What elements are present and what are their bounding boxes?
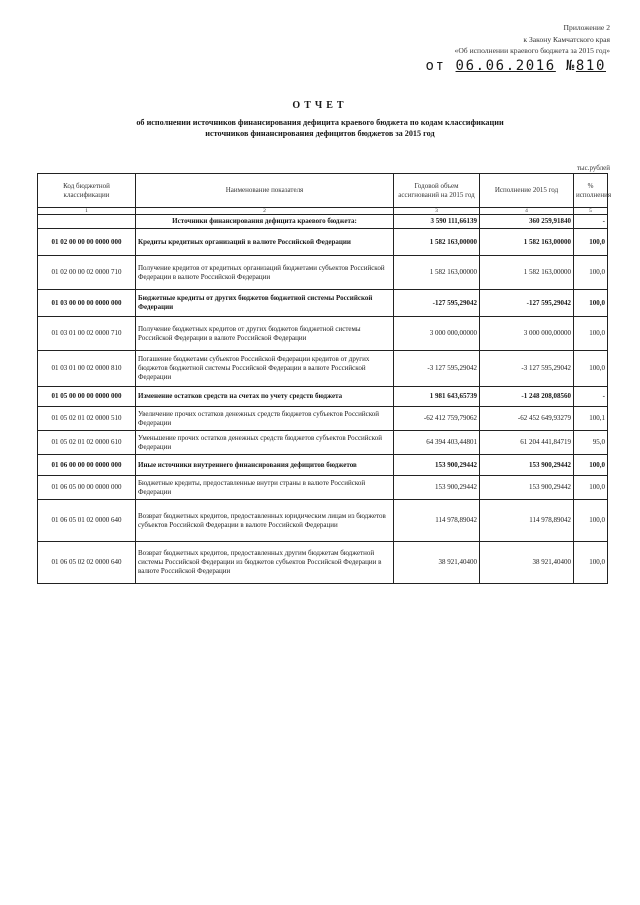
row-exec: 1 582 163,00000 [480,229,574,256]
table-row [38,500,608,542]
col-number-2: 2 [136,208,394,215]
table-row [38,256,608,290]
row-pct: 100,0 [574,351,608,387]
table-row [38,542,608,584]
col-number-1: 1 [38,208,136,215]
unit-label: тыс.рублей [576,164,610,172]
row-name: Бюджетные кредиты от других бюджетов бюджетной системы Российской Федерации [136,290,394,317]
col-header-plan: Годовой объем ассигнований на 2015 год [394,174,480,208]
row-name: Кредиты кредитных организаций в валюте Российской Федерации [136,229,394,256]
row-pct: 100,0 [574,500,608,542]
row-exec: -1 248 208,08560 [480,387,574,407]
table-row [38,455,608,476]
col-header-pct: % исполнения [574,174,608,208]
row-exec: 61 204 441,84719 [480,431,574,455]
stamp-prefix: от [425,58,446,74]
row-plan: 153 900,29442 [394,455,480,476]
row-pct: 100,0 [574,256,608,290]
row-name: Увеличение прочих остатков денежных средств бюджетов субъектов Российской Федерации [136,407,394,431]
row-plan: 64 394 403,44801 [394,431,480,455]
row-plan: -3 127 595,29042 [394,351,480,387]
adoption-stamp [425,58,606,74]
row-exec: 153 900,29442 [480,476,574,500]
table-header-row [38,174,608,208]
row-pct: 100,0 [574,317,608,351]
row-plan: 1 582 163,00000 [394,229,480,256]
row-name: Иные источники внутреннего финансирования дефицитов бюджетов [136,455,394,476]
row-pct: 100,0 [574,229,608,256]
row-name: Возврат бюджетных кредитов, предоставленных другим бюджетам бюджетной системы Российской Федерации из бюджетов субъектов Российской Федерации в валюте Российской Федерации [136,542,394,584]
row-plan: 1 981 643,65739 [394,387,480,407]
row-exec: 114 978,89042 [480,500,574,542]
subtitle-line-2: источников финансирования дефицитов бюджетов за 2015 год [205,129,435,138]
appendix-note [455,22,610,57]
row-code: 01 06 05 01 02 0000 640 [38,500,136,542]
appendix-line-2: к Закону Камчатского края [523,34,610,44]
table-row [38,476,608,500]
row-exec: 153 900,29442 [480,455,574,476]
row-pct: - [574,387,608,407]
row-exec: 38 921,40400 [480,542,574,584]
table-row [38,317,608,351]
col-header-name: Наименование показателя [136,174,394,208]
col-number-5: 5 [574,208,608,215]
row-pct: 95,0 [574,431,608,455]
subtitle-line-1: об исполнении источников финансирования дефицита краевого бюджета по кодам классификации [136,118,504,127]
row-code: 01 03 01 00 02 0000 710 [38,317,136,351]
table-row [38,229,608,256]
table-row [38,407,608,431]
report-subtitle [40,117,600,139]
row-name: Погашение бюджетами субъектов Российской Федерации кредитов от других бюджетов бюджетной системы Российской Федерации в валюте Российской Федерации [136,351,394,387]
row-exec: 3 000 000,00000 [480,317,574,351]
col-header-exec: Исполнение 2015 год [480,174,574,208]
row-code: 01 06 00 00 00 0000 000 [38,455,136,476]
row-name: Бюджетные кредиты, предоставленные внутри страны в валюте Российской Федерации [136,476,394,500]
row-pct: 100,0 [574,476,608,500]
row-name: Получение бюджетных кредитов от других бюджетов бюджетной системы Российской Федерации в валюте Российской Федерации [136,317,394,351]
appendix-line-1: Приложение 2 [563,23,610,32]
row-plan: 1 582 163,00000 [394,256,480,290]
row-code: 01 06 05 02 02 0000 640 [38,542,136,584]
report-title: ОТЧЕТ [292,100,348,111]
report-table [37,173,612,584]
row-pct: 100,1 [574,407,608,431]
row-pct: - [574,215,608,229]
row-name: Получение кредитов от кредитных организаций бюджетами субъектов Российской Федерации в валюте Российской Федерации [136,256,394,290]
row-plan: 38 921,40400 [394,542,480,584]
table-row [38,215,608,229]
row-plan: 3 000 000,00000 [394,317,480,351]
stamp-number-prefix: № [565,58,576,74]
row-name: Источники финансирования дефицита краевого бюджета: [136,215,394,229]
row-exec: -3 127 595,29042 [480,351,574,387]
row-pct: 100,0 [574,290,608,317]
col-number-3: 3 [394,208,480,215]
stamp-date: 06.06.2016 [455,58,556,74]
row-plan: -62 412 759,79062 [394,407,480,431]
table-row [38,431,608,455]
col-number-4: 4 [480,208,574,215]
table-column-numbers-row [38,208,608,215]
row-code: 01 05 00 00 00 0000 000 [38,387,136,407]
row-exec: 360 259,91840 [480,215,574,229]
row-plan: 153 900,29442 [394,476,480,500]
row-name: Возврат бюджетных кредитов, предоставленных юридическим лицам из бюджетов субъектов Российской Федерации в валюте Российской Федерации [136,500,394,542]
row-pct: 100,0 [574,542,608,584]
stamp-number: 810 [575,58,606,74]
row-name: Изменение остатков средств на счетах по учету средств бюджета [136,387,394,407]
row-plan: 3 590 111,66139 [394,215,480,229]
row-code: 01 05 02 01 02 0000 610 [38,431,136,455]
row-code: 01 03 00 00 00 0000 000 [38,290,136,317]
row-exec: -127 595,29042 [480,290,574,317]
row-code: 01 02 00 00 00 0000 000 [38,229,136,256]
row-name: Уменьшение прочих остатков денежных средств бюджетов субъектов Российской Федерации [136,431,394,455]
row-code: 01 02 00 00 02 0000 710 [38,256,136,290]
row-plan: 114 978,89042 [394,500,480,542]
row-pct: 100,0 [574,455,608,476]
row-exec: 1 582 163,00000 [480,256,574,290]
col-header-code: Код бюджетной классификации [38,174,136,208]
row-plan: -127 595,29042 [394,290,480,317]
appendix-line-3: «Об исполнении краевого бюджета за 2015 год» [454,46,610,55]
row-code: 01 03 01 00 02 0000 810 [38,351,136,387]
table-row [38,351,608,387]
row-exec: -62 452 649,93279 [480,407,574,431]
table-row [38,290,608,317]
row-code: 01 05 02 01 02 0000 510 [38,407,136,431]
row-code: 01 06 05 00 00 0000 000 [38,476,136,500]
row-code [38,215,136,229]
table-row [38,387,608,407]
